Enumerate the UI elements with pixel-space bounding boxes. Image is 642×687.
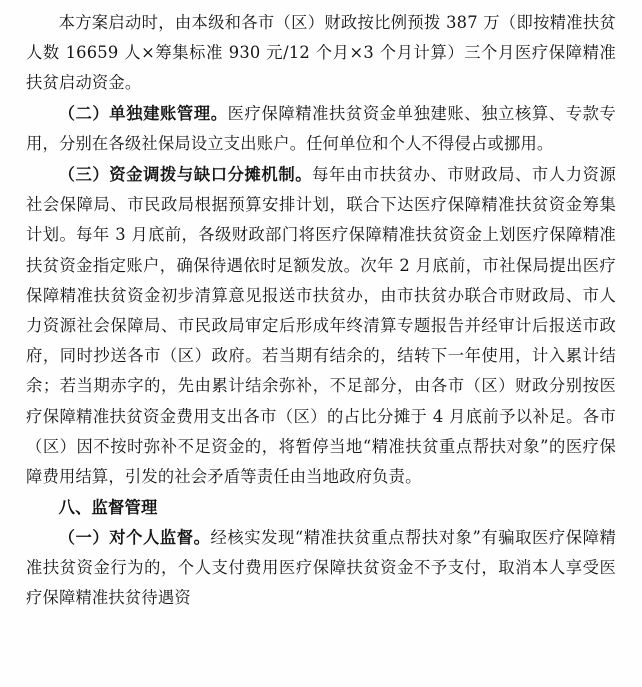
- para-startup-funds: [26, 8, 616, 99]
- para-separate-account-run-1: 医疗保障精准扶贫资金单独建账、独立核算、专款专用，分别在各级社保局设立支出账户。任何单位和个人不得侵占或挪用。: [26, 104, 616, 154]
- para-individual-supervision-run-0: （一）对个人监督。: [58, 527, 211, 547]
- heading-supervision: [26, 493, 616, 523]
- para-startup-funds-run-0: 本方案启动时，由本级和各市（区）财政按比例预拨 387 万（即按精准扶贫人数 16659 人×筹集标准 930 元/12 个月×3 个月计算）三个月医疗保障精准扶贫启动资金。: [26, 13, 616, 93]
- para-fund-allocation-run-1: 每年由市扶贫办、市财政局、市人力资源社会保障局、市民政局根据预算安排计划，联合下达医疗保障精准扶贫资金筹集计划。每年 3 月底前，各级财政部门将医疗保障精准扶贫资金上划医疗保障精准扶贫资金指定账户，确保待遇依时足额发放。次年 2 月底前，市社保局提出医疗保障精准扶贫资金初步清算意见报送市扶贫办，由市扶贫办联合市财政局、市人力资源社会保障局、市民政局审定后形成年终清算专题报告并经审计后报送市政府，同时抄送各市（区）政府。若当期有结余的，结转下一年使用，计入累计结余；若当期赤字的，先由累计结余弥补，不足部分，由各市（区）财政分别按医疗保障精准扶贫资金费用支出各市（区）的占比分摊于 4 月底前予以补足。各市（区）因不按时弥补不足资金的，将暂停当地“精准扶贫重点帮扶对象”的医疗保障费用结算，引发的社会矛盾等责任由当地政府负责。: [26, 165, 616, 487]
- heading-supervision-run-0: 八、监督管理: [58, 497, 158, 517]
- para-separate-account-run-0: （二）单独建账管理。: [58, 104, 228, 124]
- para-individual-supervision-run-1: 经核实发现“精准扶贫重点帮扶对象”有骗取医疗保障精准扶贫资金行为的，个人支付费用医疗保障扶贫资金不予支付，取消本人享受医疗保障精准扶贫待遇资: [26, 527, 616, 608]
- para-fund-allocation-run-0: （三）资金调拨与缺口分摊机制。: [58, 165, 313, 185]
- para-separate-account: [26, 99, 616, 159]
- para-individual-supervision: [26, 523, 616, 614]
- para-fund-allocation: [26, 160, 616, 492]
